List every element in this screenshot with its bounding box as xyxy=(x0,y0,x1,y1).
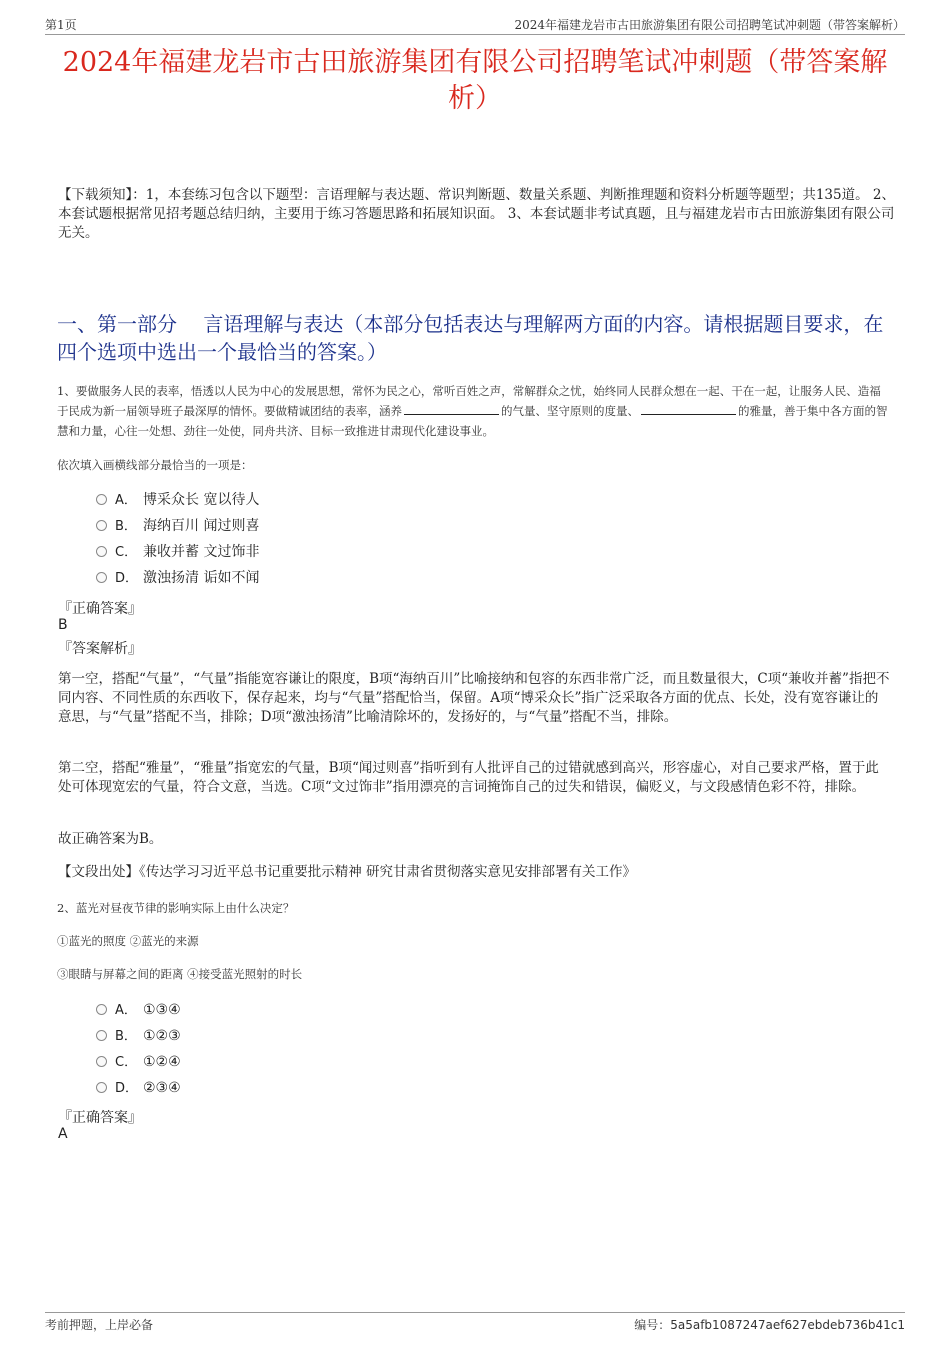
q1-conclusion: 故正确答案为B。 xyxy=(58,831,163,847)
q2-option-b[interactable]: B． ①②③ xyxy=(96,1023,181,1049)
q2-item-line-1: ①蓝光的照度 ②蓝光的来源 xyxy=(57,934,199,948)
q2-option-d[interactable]: D． ②③④ xyxy=(96,1075,181,1101)
page-number: 第1页 xyxy=(45,18,77,32)
q1-analysis-paragraph-2: 第二空，搭配“雅量”，“雅量”指宽宏的气量，B项“闻过则喜”指听到有人批评自己的过错就感到高兴，形容虚心，对自己要求严格，置于此处可体现宽宏的气量，符合文意，当选。C项“文过饰非”指用漂亮的言词掩饰自己的过失和错误，偏贬义，与文段感情色彩不符，排除。 xyxy=(58,760,879,795)
q1-source: 【文段出处】《传达学习习近平总书记重要批示精神 研究甘肃省贯彻落实意见安排部署有关工作》 xyxy=(58,864,637,880)
radio-icon[interactable] xyxy=(96,1030,107,1041)
radio-icon[interactable] xyxy=(96,546,107,557)
q2-item-line-2: ③眼睛与屏幕之间的距离 ④接受蓝光照射的时长 xyxy=(57,967,303,981)
footer-slogan: 考前押题，上岸必备 xyxy=(45,1318,154,1332)
footer-code: 编号：5a5afb1087247aef627ebdeb736b41c1 xyxy=(634,1318,905,1332)
question-2-text: 2、蓝光对昼夜节律的影响实际上由什么决定？ xyxy=(57,901,295,915)
question-2-options xyxy=(96,997,181,1101)
q1-option-b[interactable]: B． 海纳百川 闻过则喜 xyxy=(96,513,259,539)
document-title: 2024年福建龙岩市古田旅游集团有限公司招聘笔试冲刺题（带答案解析） xyxy=(62,47,888,114)
q1-text-part-c: 的雅量，善于集中各方面的智慧和力量，心往一处想、劲往一处使，同舟共济、目标一致推进甘肃现代化建设事业。 xyxy=(57,404,888,438)
q1-answer-value: B xyxy=(58,617,68,633)
radio-icon[interactable] xyxy=(96,494,107,505)
page-header xyxy=(45,14,905,35)
q1-option-c[interactable]: C． 兼收并蓄 文过饰非 xyxy=(96,539,259,565)
radio-icon[interactable] xyxy=(96,1056,107,1067)
q1-text-part-a: 1、要做服务人民的表率，悟透以人民为中心的发展思想，常怀为民之心，常听百姓之声，常解群众之忧，始终同人民群众想在一起、干在一起，让服务人民、造福于民成为新一届领导班子最深厚的情怀。要做精诚团结的表率，涵养 xyxy=(57,384,881,418)
radio-icon[interactable] xyxy=(96,1004,107,1015)
radio-icon[interactable] xyxy=(96,572,107,583)
q1-answer-label: 『正确答案』 xyxy=(58,601,142,617)
page-footer xyxy=(45,1312,905,1332)
q1-analysis-label: 『答案解析』 xyxy=(58,641,142,657)
section-heading: 一、第一部分 言语理解与表达（本部分包括表达与理解两方面的内容。请根据题目要求，在四个选项中选出一个最恰当的答案。） xyxy=(57,312,884,364)
radio-icon[interactable] xyxy=(96,520,107,531)
q1-option-d[interactable]: D． 激浊扬清 诟如不闻 xyxy=(96,565,259,591)
q2-option-a[interactable]: A． ①③④ xyxy=(96,997,181,1023)
q1-analysis-paragraph-1: 第一空，搭配“气量”，“气量”指能宽容谦让的限度，B项“海纳百川”比喻接纳和包容的东西非常广泛，而且数量很大，C项“兼收并蓄”指把不同内容、不同性质的东西收下，保存起来，均与“气量”搭配恰当，保留。A项“博采众长”指广泛采取各方面的优点、长处，没有宽容谦让的意思，与“气量”搭配不当，排除；D项“激浊扬清”比喻清除坏的，发扬好的，与“气量”搭配不当，排除。 xyxy=(58,671,890,725)
q2-answer-value: A xyxy=(58,1126,68,1142)
q1-blank-2 xyxy=(641,402,736,415)
question-1-options xyxy=(96,487,259,591)
q1-option-a[interactable]: A． 博采众长 宽以待人 xyxy=(96,487,259,513)
q2-option-c[interactable]: C． ①②④ xyxy=(96,1049,181,1075)
header-doc-title: 2024年福建龙岩市古田旅游集团有限公司招聘笔试冲刺题（带答案解析） xyxy=(514,18,905,32)
q1-blank-1 xyxy=(404,402,499,415)
question-1-text xyxy=(57,381,890,441)
radio-icon[interactable] xyxy=(96,1082,107,1093)
question-1-prompt: 依次填入画横线部分最恰当的一项是： xyxy=(57,458,253,472)
download-notice: 【下载须知】：1，本套练习包含以下题型：言语理解与表达题、常识判断题、数量关系题、判断推理题和资料分析题等题型；共135道。 2、本套试题根据常见招考题总结归纳，主要用于练习答题思路和拓展知识面。 3、本套试题非考试真题，且与福建龙岩市古田旅游集团有限公司无关。 xyxy=(58,187,895,241)
q2-answer-label: 『正确答案』 xyxy=(58,1110,142,1126)
q1-text-part-b: 的气量、坚守原则的度量、 xyxy=(501,404,639,418)
